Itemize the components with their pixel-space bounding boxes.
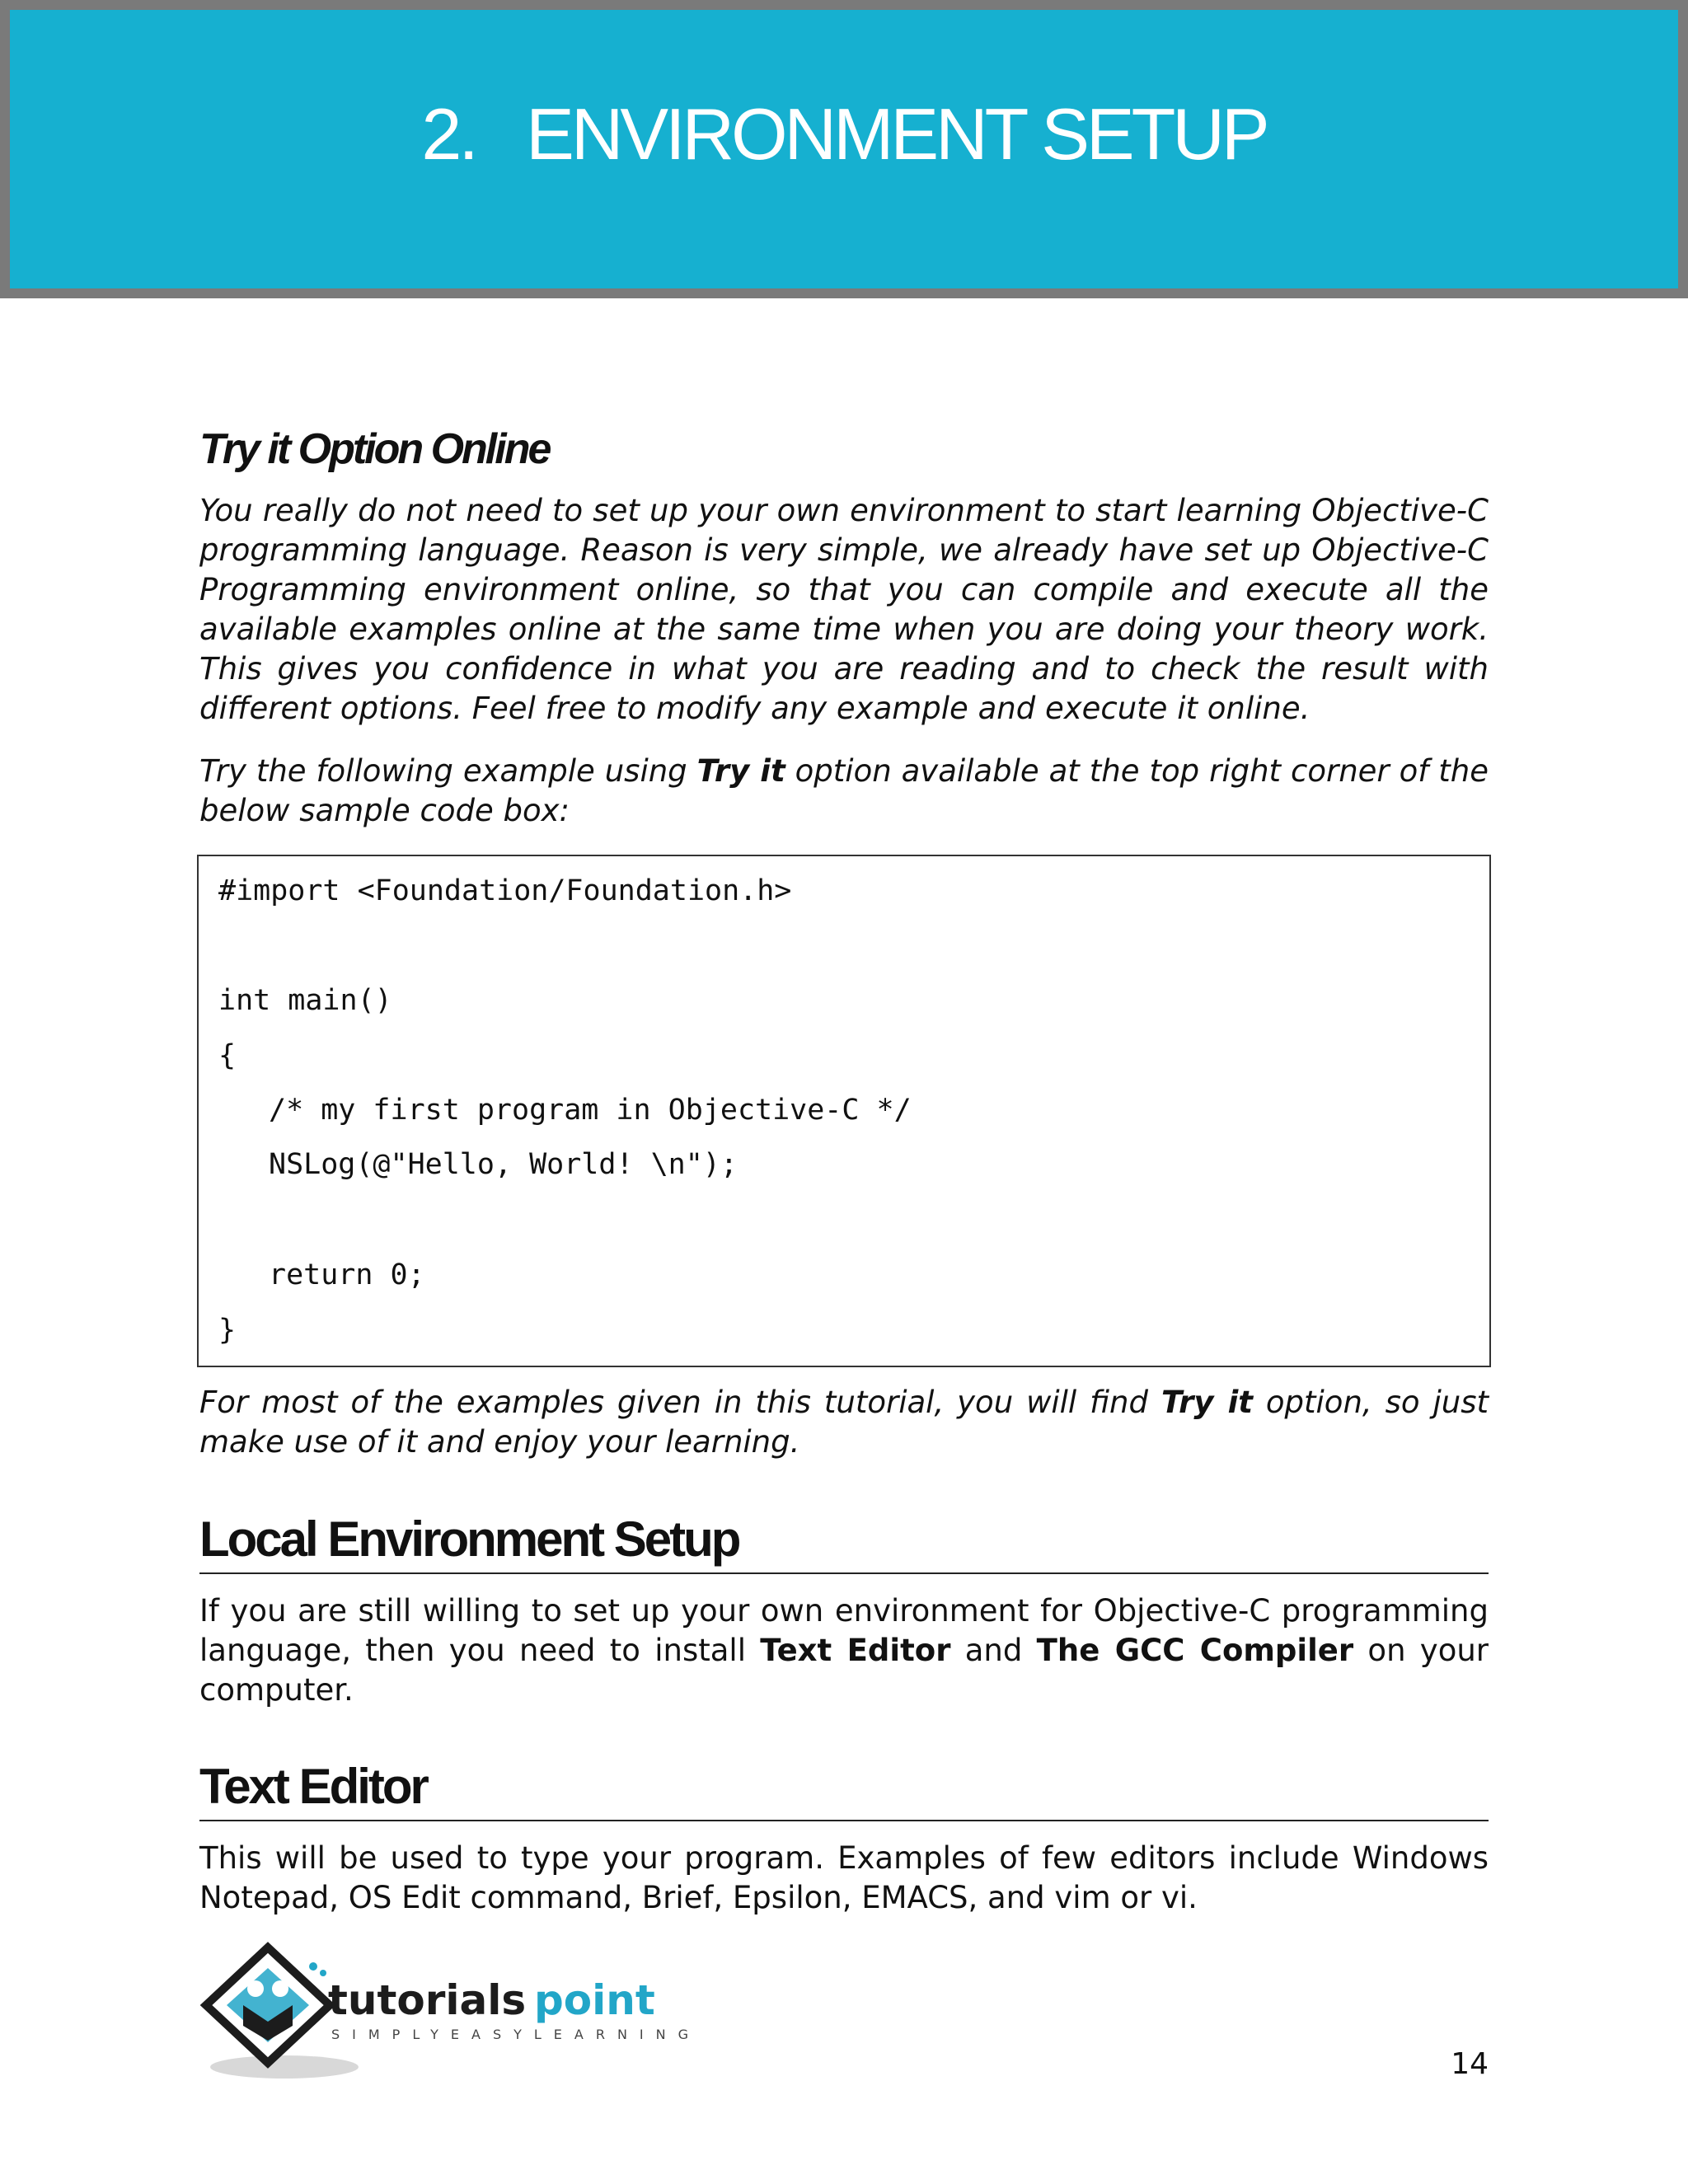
instruction-text-after: option available at the top right corner of the below sample code box: <box>199 753 1489 828</box>
code-sample-box <box>197 855 1491 1367</box>
try-it-section <box>199 424 1489 474</box>
chapter-title-text: ENVIRONMENT SETUP <box>526 93 1267 175</box>
code-line: #import <Foundation/Foundation.h> <box>218 874 792 907</box>
logo-spark <box>320 1970 326 1976</box>
code-line: NSLog(@"Hello, World! \n"); <box>269 1148 738 1181</box>
logo-word-accent: point <box>534 1976 655 2024</box>
text-editor-heading: Text Editor <box>199 1758 1489 1821</box>
logo-dot <box>272 1980 288 1997</box>
code-line: int main() <box>218 984 392 1017</box>
gcc-compiler-bold: The GCC Compiler <box>1036 1633 1354 1668</box>
local-text-middle: and <box>950 1633 1037 1668</box>
try-it-closing <box>199 1383 1489 1462</box>
local-setup-paragraph <box>199 1591 1489 1710</box>
logo-shadow <box>210 2055 359 2079</box>
local-setup-section <box>199 1511 1489 1574</box>
closing-text-after: option, so just make use of it and enjoy your learning. <box>199 1385 1489 1460</box>
try-it-closing-paragraph <box>199 1383 1489 1462</box>
logo-word-dark: tutorials <box>328 1976 527 2024</box>
logo-tagline: SIMPLYEASYLEARNING <box>331 2027 701 2042</box>
try-it-intro <box>199 491 1489 729</box>
page-number: 14 <box>1451 2047 1489 2081</box>
logo-dot <box>247 1980 264 1997</box>
chapter-banner <box>0 0 1688 298</box>
text-editor-section <box>199 1758 1489 1821</box>
code-line: } <box>218 1314 237 1347</box>
chapter-number: 2. <box>421 93 476 175</box>
text-editor-paragraph: This will be used to type your program. Examples of few editors include Windows Notepad, OS Edit command, Brief, Epsilon, EMACS, and vim or vi. <box>199 1840 1489 1915</box>
try-it-bold: Try it <box>696 753 785 789</box>
code-line: { <box>218 1039 237 1072</box>
instruction-text-before: Try the following example using <box>199 753 697 789</box>
try-it-paragraph: You really do not need to set up your own environment to start learning Objective-C programming language. Reason is very simple, we already have set up Objective-C Programming environment online, so that you can compile and execute all the available examples online at the same time when you are doing your theory work. This gives you confidence in what you are reading and to check the result with different options. Feel free to modify any example and execute it online. <box>199 493 1489 726</box>
logo-spark <box>309 1962 317 1971</box>
text-editor-body <box>199 1839 1489 1918</box>
code-line: return 0; <box>269 1258 425 1291</box>
try-it-heading: Try it Option Online <box>199 425 550 473</box>
local-text-after: on your computer. <box>199 1633 1489 1708</box>
local-setup-body <box>199 1591 1489 1710</box>
local-setup-heading: Local Environment Setup <box>199 1511 1489 1574</box>
chapter-title <box>10 92 1678 176</box>
try-it-instruction <box>199 752 1489 831</box>
try-it-instruction-paragraph <box>199 752 1489 831</box>
closing-text-before: For most of the examples given in this tutorial, you will find <box>199 1385 1161 1420</box>
try-it-bold: Try it <box>1160 1385 1253 1420</box>
logo-graphic <box>198 1943 701 2083</box>
text-editor-bold: Text Editor <box>760 1633 951 1668</box>
local-text-before: If you are still willing to set up your own environment for Objective-C programming language, then you need to install <box>199 1593 1489 1668</box>
code-line: /* my first program in Objective-C */ <box>269 1094 912 1127</box>
tutorialspoint-logo <box>198 1943 701 2083</box>
